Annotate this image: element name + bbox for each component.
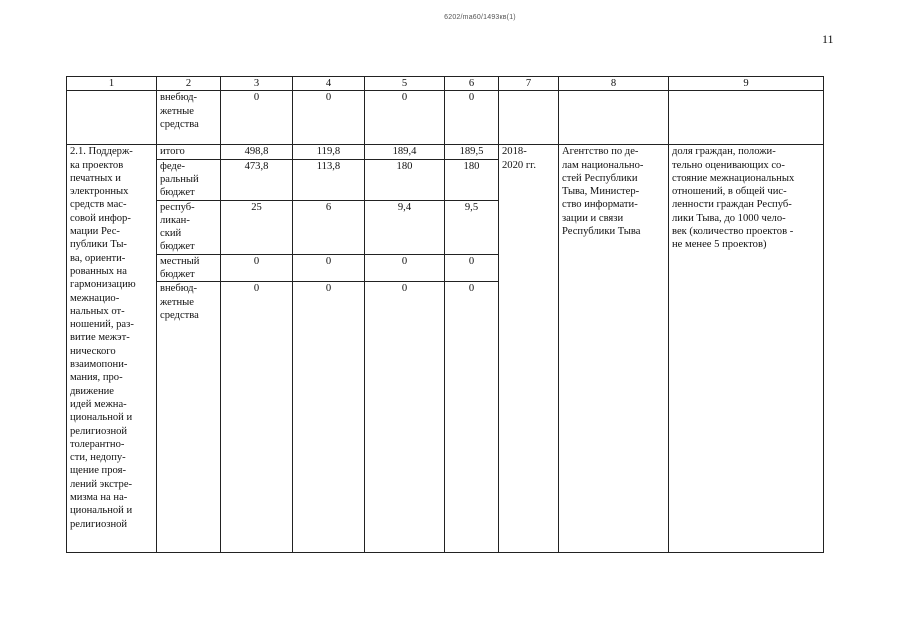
- value-cell: 0: [365, 91, 445, 145]
- executor-cell: Агентство по де- лам национально- стей Республики Тыва, Министер- ство информати- зации и связи Республики Тыва: [559, 145, 669, 553]
- value-cell: 0: [365, 282, 445, 553]
- funding-source-cell: внебюд- жетные средства: [157, 91, 221, 145]
- value-cell: 0: [221, 282, 293, 553]
- value-cell: 189,5: [445, 145, 499, 159]
- column-header: 1: [67, 77, 157, 91]
- value-cell: 9,5: [445, 200, 499, 254]
- period-cell: 2018- 2020 гг.: [499, 145, 559, 553]
- column-header: 7: [499, 77, 559, 91]
- value-cell: 0: [445, 91, 499, 145]
- value-cell: 6: [293, 200, 365, 254]
- column-header: 8: [559, 77, 669, 91]
- value-cell: 189,4: [365, 145, 445, 159]
- funding-source-cell: респуб- ликан- ский бюджет: [157, 200, 221, 254]
- value-cell: 9,4: [365, 200, 445, 254]
- measure-name-cell: 2.1. Поддерж- ка проектов печатных и электронных средств мас- совой инфор- мации Рес- публики Ты- ва, ориенти- рованных на гармонизацию межнацио- нальных от- ношений, раз- витие межэт- нического взаимопони- мания, про- движение идей межна- циональной и религиозной толерантно- сти, недопу- щение проя- лений экстре- мизма на на- циональной и религиозной: [67, 145, 157, 553]
- value-cell: 180: [365, 159, 445, 200]
- value-cell: 0: [365, 254, 445, 282]
- column-header: 3: [221, 77, 293, 91]
- table-cell-empty: [499, 91, 559, 145]
- column-header: 5: [365, 77, 445, 91]
- table-row: [67, 145, 824, 159]
- value-cell: 0: [293, 254, 365, 282]
- program-measures-table: [66, 76, 824, 553]
- funding-source-cell: внебюд- жетные средства: [157, 282, 221, 553]
- expected-result-cell: доля граждан, положи- тельно оценивающих со- стояние межнациональных отношений, в общей чис- ленности граждан Респуб- лики Тыва, до 1000 чело- век (количество проектов - не менее 5 проектов): [669, 145, 824, 553]
- funding-source-cell: феде- ральный бюджет: [157, 159, 221, 200]
- value-cell: 180: [445, 159, 499, 200]
- table-cell-empty: [559, 91, 669, 145]
- value-cell: 473,8: [221, 159, 293, 200]
- value-cell: 0: [221, 91, 293, 145]
- value-cell: 0: [221, 254, 293, 282]
- value-cell: 0: [293, 91, 365, 145]
- value-cell: 119,8: [293, 145, 365, 159]
- value-cell: 0: [445, 254, 499, 282]
- funding-source-cell: местный бюджет: [157, 254, 221, 282]
- value-cell: 113,8: [293, 159, 365, 200]
- column-number-row: [67, 77, 824, 91]
- table-cell-empty: [67, 91, 157, 145]
- table-row: [67, 91, 824, 145]
- column-header: 4: [293, 77, 365, 91]
- document-registration-code: 6202/ma60/1493кв(1): [444, 14, 516, 21]
- page-number: 11: [822, 32, 834, 46]
- funding-source-cell: итого: [157, 145, 221, 159]
- table-cell-empty: [669, 91, 824, 145]
- value-cell: 25: [221, 200, 293, 254]
- column-header: 9: [669, 77, 824, 91]
- value-cell: 0: [445, 282, 499, 553]
- column-header: 2: [157, 77, 221, 91]
- value-cell: 0: [293, 282, 365, 553]
- column-header: 6: [445, 77, 499, 91]
- value-cell: 498,8: [221, 145, 293, 159]
